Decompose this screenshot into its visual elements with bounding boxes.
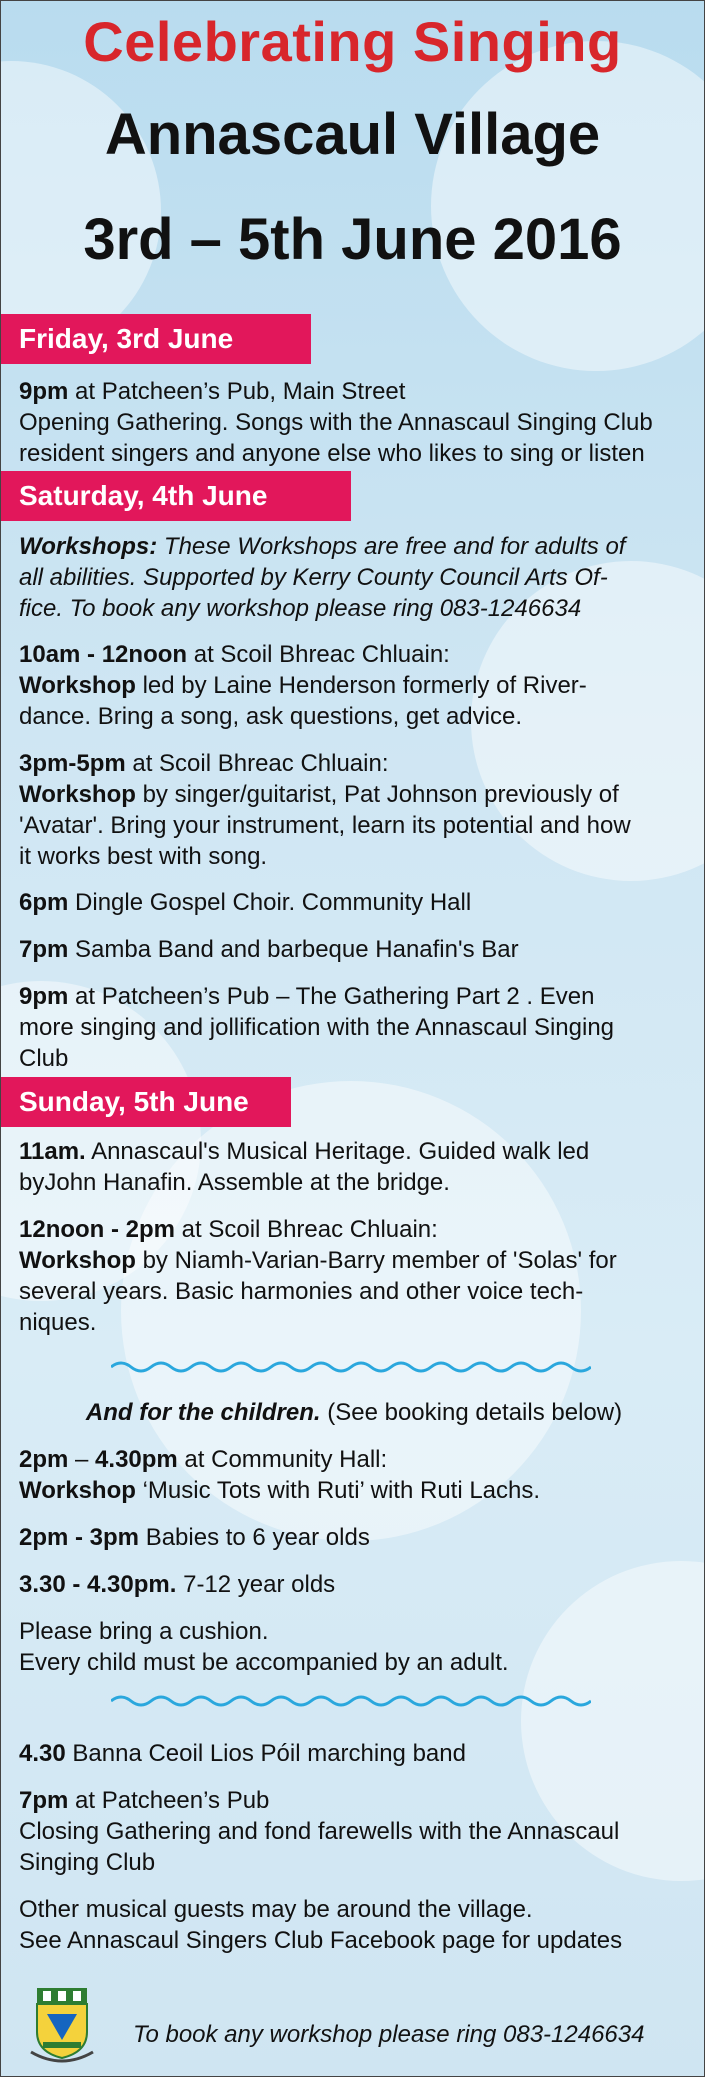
event-text: by Niamh-Varian-Barry member of 'Solas' for [135,1247,617,1274]
event-text: led by Laine Henderson formerly of River- [135,672,587,699]
event-location: at Scoil Bhreac Chluain: [125,750,389,777]
event-time: 2pm - 3pm [19,1524,140,1551]
event-time: 12noon - 2pm [19,1216,176,1243]
sunday-event-2 [19,1214,689,1338]
saturday-event-5 [19,981,689,1074]
children-notes [19,1616,689,1678]
note-text: Please bring a cushion. [19,1618,269,1645]
event-text: niques. [19,1309,97,1336]
children-heading [19,1397,689,1428]
event-text: it works best with song. [19,843,268,870]
event-text: Dingle Gospel Choir. Community Hall [68,889,472,916]
note-text: Every child must be accompanied by an adult. [19,1649,509,1676]
event-text: Closing Gathering and fond farewells with the Annascaul [19,1818,620,1845]
time-dash: – [68,1446,96,1473]
day-label: Saturday, 4th June [19,480,268,511]
note-text: See Annascaul Singers Club Facebook page for updates [19,1927,623,1954]
note-text: Other musical guests may be around the village. [19,1896,533,1923]
event-time: 4.30 [19,1740,66,1767]
event-text: resident singers and anyone else who likes to sing or listen [19,440,645,467]
event-time: 3.30 - 4.30pm. [19,1571,177,1598]
wave-divider [111,1693,591,1709]
workshop-label: Workshop [19,1247,136,1274]
day-label: Friday, 3rd June [19,323,234,354]
village-title: Annascaul Village [104,102,601,167]
event-text: several years. Basic harmonies and other voice tech- [19,1278,584,1305]
saturday-event-2 [19,748,689,872]
event-location: at Scoil Bhreac Chluain: [175,1216,438,1243]
event-time: 2pm [19,1446,69,1473]
saturday-event-1 [19,639,689,732]
closing-event-2 [19,1785,689,1878]
friday-event [19,376,689,469]
event-text: ‘Music Tots with Ruti’ with Ruti Lachs. [135,1477,541,1504]
kerry-crest-icon [29,1986,95,2066]
event-time: 7pm [19,936,69,963]
event-text: Club [19,1045,69,1072]
day-label: Sunday, 5th June [19,1086,249,1117]
saturday-event-3 [19,887,689,918]
day-banner-friday [1,314,311,364]
event-location: at Patcheen’s Pub [68,1787,270,1814]
saturday-event-4 [19,934,689,965]
event-text: by singer/guitarist, Pat Johnson previously of [135,781,619,808]
event-time: 4.30pm [95,1446,178,1473]
event-time: 6pm [19,889,69,916]
event-text: dance. Bring a song, ask questions, get advice. [19,703,522,730]
event-location: at Scoil Bhreac Chluain: [187,641,450,668]
booking-footer: To book any workshop please ring 083-1246634 [133,2021,645,2048]
event-text: Singing Club [19,1849,156,1876]
workshop-label: Workshop [19,1477,136,1504]
event-text: 'Avatar'. Bring your instrument, learn its potential and how [19,812,631,839]
dates-title: 3rd – 5th June 2016 [83,207,622,272]
event-location: at Patcheen’s Pub, Main Street [68,378,406,405]
event-text: Annascaul's Musical Heritage. Guided walk led [85,1138,590,1165]
children-note: (See booking details below) [320,1399,623,1426]
workshop-label: Workshop [19,781,136,808]
workshops-label: Workshops: [19,533,158,560]
day-banner-sunday [1,1077,291,1127]
event-time: 11am. [19,1138,86,1165]
main-title: Celebrating Singing [83,10,622,73]
event-text: byJohn Hanafin. Assemble at the bridge. [19,1169,450,1196]
children-event-2 [19,1522,689,1553]
event-time: 9pm [19,983,69,1010]
sunday-event-1 [19,1136,689,1198]
event-text: Samba Band and barbeque Hanafin's Bar [68,936,519,963]
children-event-1 [19,1444,689,1506]
note-text: fice. To book any workshop please ring 083-1246634 [19,595,582,622]
wave-divider [111,1359,591,1375]
event-location: at Community Hall: [177,1446,388,1473]
closing-event-1 [19,1738,689,1769]
event-text: more singing and jollification with the Annascaul Singing [19,1014,615,1041]
children-title: And for the children. [85,1399,321,1426]
note-text: all abilities. Supported by Kerry County Council Arts Of- [19,564,608,591]
event-location: at Patcheen’s Pub – The Gathering Part 2 . Even [68,983,595,1010]
event-text: 7-12 year olds [176,1571,336,1598]
workshops-note [19,531,689,624]
workshop-label: Workshop [19,672,136,699]
event-time: 9pm [19,378,69,405]
event-time: 7pm [19,1787,69,1814]
event-text: Babies to 6 year olds [139,1524,370,1551]
event-text: Banna Ceoil Lios Póil marching band [65,1740,466,1767]
event-time: 10am - 12noon [19,641,188,668]
children-event-3 [19,1569,689,1600]
event-text: Opening Gathering. Songs with the Annascaul Singing Club [19,409,653,436]
day-banner-saturday [1,471,351,521]
closing-notes [19,1894,689,1956]
note-text: These Workshops are free and for adults of [157,533,626,560]
event-time: 3pm-5pm [19,750,126,777]
